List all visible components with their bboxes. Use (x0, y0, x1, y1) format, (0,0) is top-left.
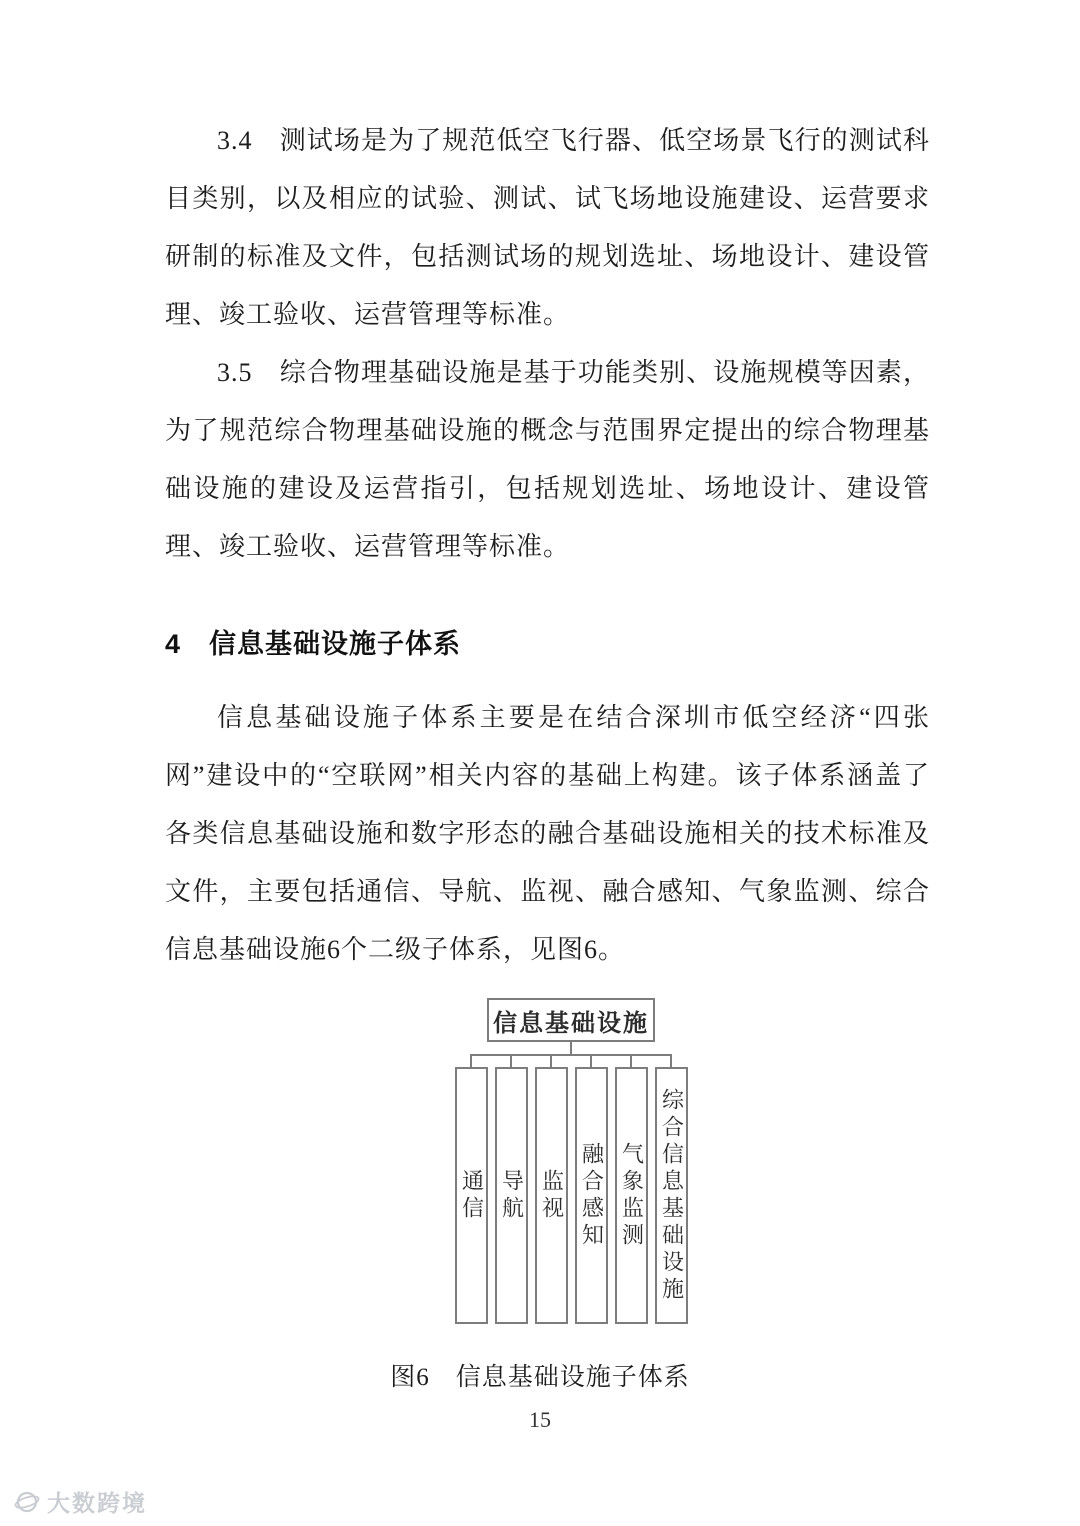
diagram-child-box-surveillance: 监视 (535, 1067, 568, 1324)
diagram-connector-stub (590, 1054, 592, 1067)
diagram-root-box: 信息基础设施 (487, 998, 655, 1042)
section-4-heading: 4 信息基础设施子体系 (165, 629, 462, 659)
info-infrastructure-diagram (0, 993, 1080, 1341)
diagram-child-box-fusion-sensing: 融合感知 (575, 1067, 608, 1324)
paragraph-3-4: 3.4 测试场是为了规范低空飞行器、低空场景飞行的测试科目类别，以及相应的试验、测试、试飞场地设施建设、运营要求研制的标准及文件，包括测试场的规划选址、场地设计、建设管理、竣工验收、运营管理等标准。 (165, 126, 930, 329)
watermark-text: 大数跨境 (47, 1490, 147, 1516)
diagram-child-box-integrated-info-infrastructure: 综合信息基础设施 (655, 1067, 688, 1324)
diagram-connector-hline (470, 1054, 672, 1056)
diagram-connector-stub (630, 1054, 632, 1067)
paragraph-section-4-intro: 信息基础设施子体系主要是在结合深圳市低空经济“四张网”建设中的“空联网”相关内容的基础上构建。该子体系涵盖了各类信息基础设施和数字形态的融合基础设施相关的技术标准及文件，主要包括通信、导航、监视、融合感知、气象监测、综合信息基础设施6个二级子体系，见图6。 (165, 703, 930, 964)
figure-6-caption: 图6 信息基础设施子体系 (390, 1364, 690, 1391)
diagram-connector-stub (670, 1054, 672, 1067)
diagram-connector-stub (470, 1054, 472, 1067)
diagram-connector-stub (510, 1054, 512, 1067)
diagram-child-box-communication: 通信 (455, 1067, 488, 1324)
diagram-connector-stub (550, 1054, 552, 1067)
diagram-child-box-weather-monitoring: 气象监测 (615, 1067, 648, 1324)
watermark-globe-icon (14, 1489, 40, 1515)
diagram-child-box-navigation: 导航 (495, 1067, 528, 1324)
watermark (14, 1485, 147, 1518)
page-number: 15 (529, 1407, 551, 1432)
paragraph-3-5: 3.5 综合物理基础设施是基于功能类别、设施规模等因素，为了规范综合物理基础设施的概念与范围界定提出的综合物理基础设施的建设及运营指引，包括规划选址、场地设计、建设管理、竣工验收、运营管理等标准。 (165, 358, 930, 561)
